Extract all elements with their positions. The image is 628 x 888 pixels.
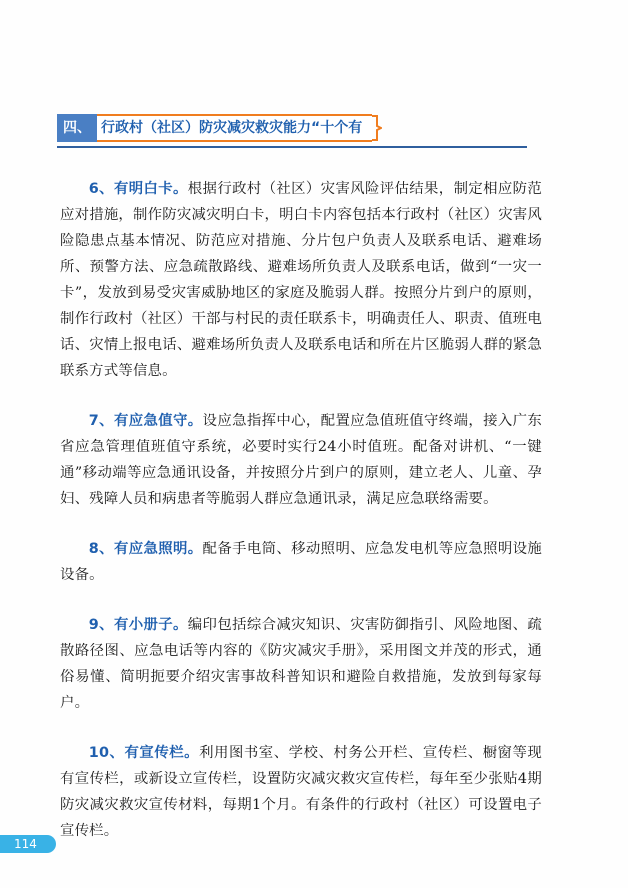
item-title: 8、有应急照明。 bbox=[88, 541, 203, 557]
item-7 bbox=[60, 408, 542, 512]
item-title: 10、有宣传栏。 bbox=[88, 745, 200, 761]
item-body: 利用图书室、学校、村务公开栏、宣传栏、橱窗等现有宣传栏，或新设立宣传栏，设置防灾减灾救灾宣传栏，每年至少张贴4期防灾减灾救灾宣传材料，每期1个月。有条件的行政村（社区）可设置电子宣传栏。 bbox=[60, 745, 542, 839]
section-title: 行政村（社区）防灾减灾救灾能力“十个有 bbox=[97, 114, 372, 142]
item-body: 配备手电筒、移动照明、应急发电机等应急照明设施设备。 bbox=[60, 541, 542, 583]
item-body: 编印包括综合减灾知识、灾害防御指引、风险地图、疏散路径图、应急电话等内容的《防灾减灾手册》，采用图文并茂的形式，通俗易懂、简明扼要介绍灾害事故科普知识和避险自救措施，发放到每家每户。 bbox=[60, 617, 542, 711]
page-number: 114 bbox=[0, 835, 56, 853]
item-body: 设应急指挥中心，配置应急值班值守终端，接入广东省应急管理值班值守系统，必要时实行24小时值班。配备对讲机、“一键通”移动端等应急通讯设备，并按照分片到户的原则，建立老人、儿童、孕妇、残障人员和病患者等脆弱人群应急通讯录，满足应急联络需要。 bbox=[60, 413, 542, 507]
section-number: 四、 bbox=[57, 114, 97, 142]
body-content bbox=[60, 176, 542, 868]
section-bracket-icon bbox=[372, 114, 382, 142]
header-rule bbox=[57, 146, 527, 148]
item-6 bbox=[60, 176, 542, 384]
section-header bbox=[57, 114, 382, 142]
item-title: 9、有小册子。 bbox=[88, 617, 188, 633]
item-title: 6、有明白卡。 bbox=[88, 181, 188, 197]
item-9 bbox=[60, 612, 542, 716]
item-10 bbox=[60, 740, 542, 844]
item-title: 7、有应急值守。 bbox=[88, 413, 203, 429]
item-8 bbox=[60, 536, 542, 588]
item-body: 根据行政村（社区）灾害风险评估结果，制定相应防范应对措施，制作防灾减灾明白卡，明白卡内容包括本行政村（社区）灾害风险隐患点基本情况、防范应对措施、分片包户负责人及联系电话、避难场所、预警方法、应急疏散路线、避难场所负责人及联系电话，做到“一灾一卡”，发放到易受灾害威胁地区的家庭及脆弱人群。按照分片到户的原则，制作行政村（社区）干部与村民的责任联系卡，明确责任人、职责、值班电话、灾情上报电话、避难场所负责人及联系电话和所在片区脆弱人群的紧急联系方式等信息。 bbox=[60, 181, 542, 379]
